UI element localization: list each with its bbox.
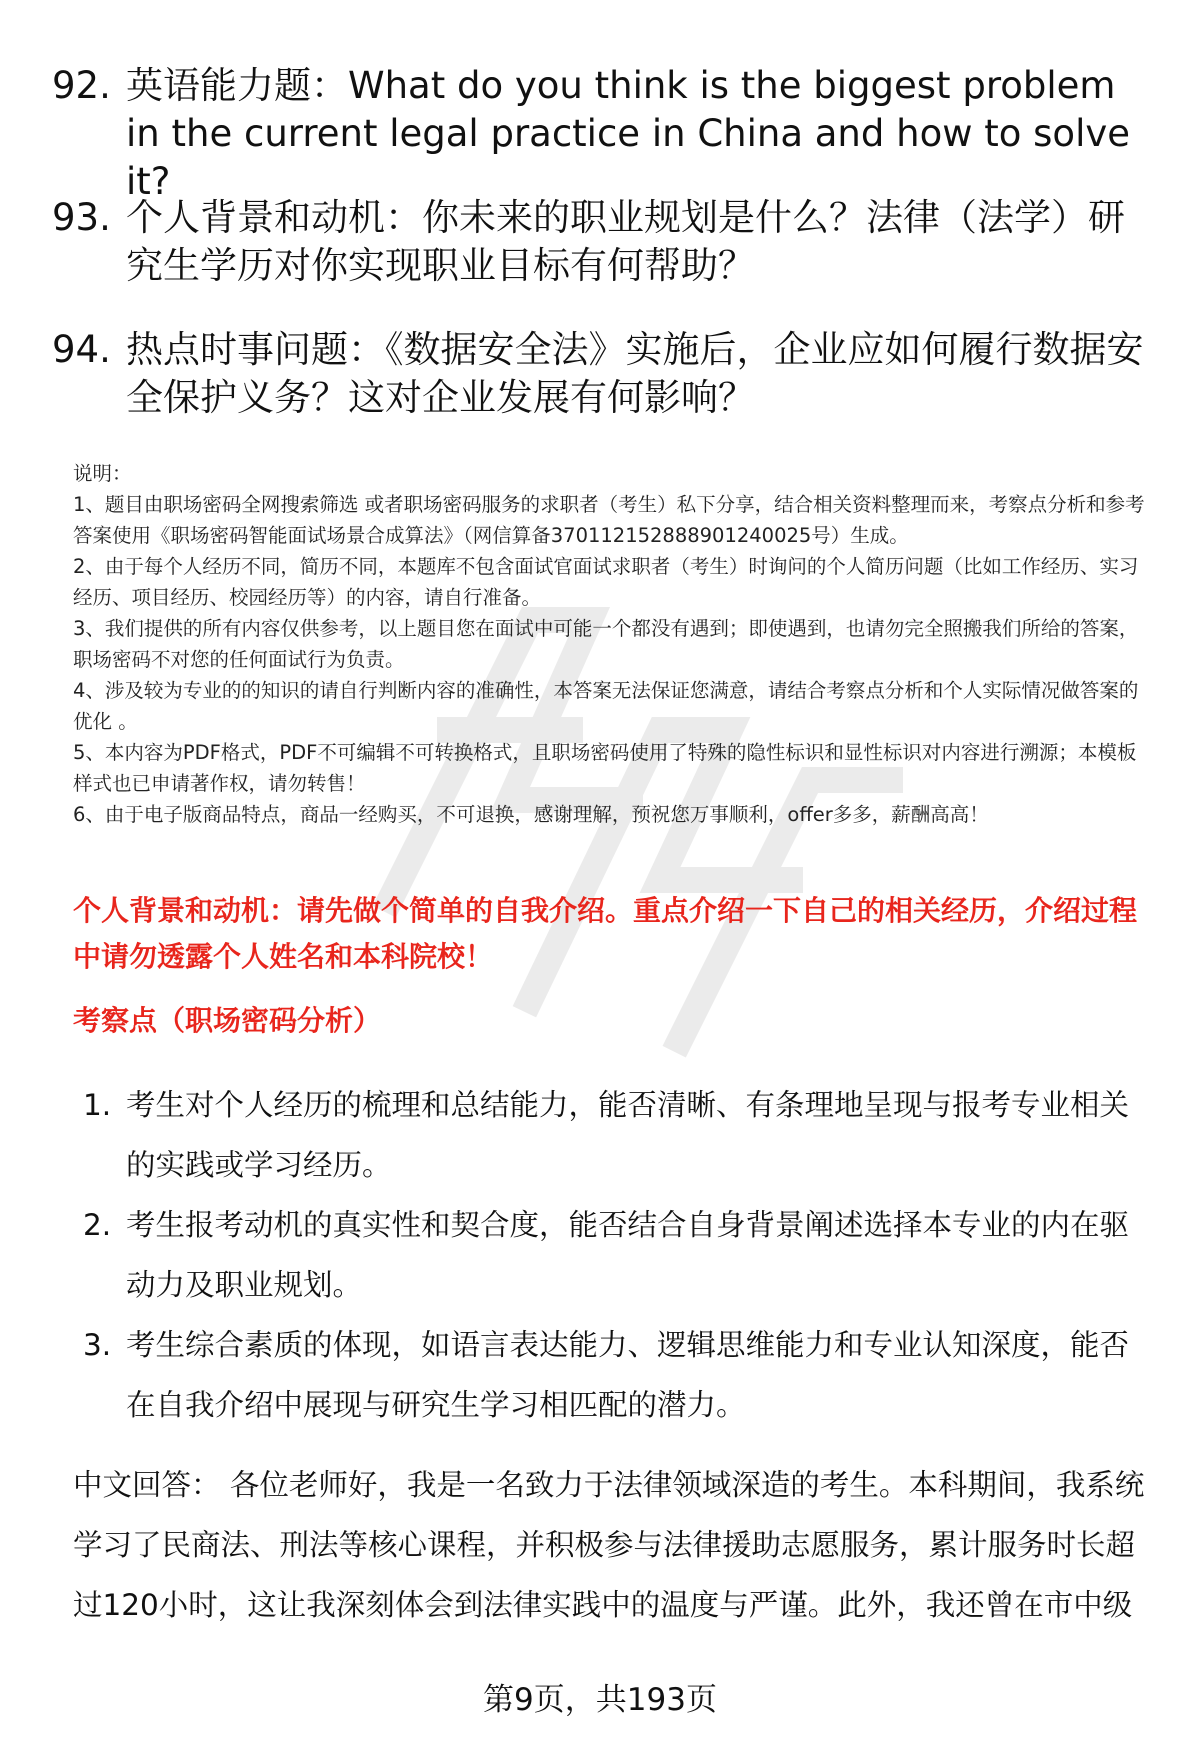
list-item <box>83 1195 1143 1315</box>
list-number: 1. <box>83 1088 112 1122</box>
list-text: 考生报考动机的真实性和契合度，能否结合自身背景阐述选择本专业的内在驱动力及职业规划。 <box>126 1208 1130 1302</box>
question-text: 热点时事问题：《数据安全法》实施后，企业应如何履行数据安全保护义务？这对企业发展有何影响？ <box>126 328 1144 419</box>
list-number: 3. <box>83 1328 112 1362</box>
question-text: 英语能力题：What do you think is the biggest problem in the current legal practice in China and how to solve it? <box>126 64 1131 203</box>
note-item: 3、我们提供的所有内容仅供参考，以上题目您在面试中可能一个都没有遇到；即使遇到，也请勿完全照搬我们所给的答案，职场密码不对您的任何面试行为负责。 <box>73 617 1139 671</box>
disclaimer-notes <box>73 458 1153 830</box>
notes-heading: 说明： <box>73 462 132 485</box>
section-title: 个人背景和动机：请先做个简单的自我介绍。重点介绍一下自己的相关经历，介绍过程中请勿透露个人姓名和本科院校！ <box>73 894 1138 973</box>
question-number: 93. <box>52 196 111 239</box>
evaluation-points <box>83 1075 1143 1435</box>
list-item <box>83 1315 1143 1435</box>
note-item: 6、由于电子版商品特点，商品一经购买，不可退换，感谢理解，预祝您万事顺利，offer多多，薪酬高高！ <box>73 803 989 826</box>
note-item: 2、由于每个人经历不同，简历不同，本题库不包含面试官面试求职者（考生）时询问的个人简历问题（比如工作经历、实习经历、项目经历、校园经历等）的内容，请自行准备。 <box>73 555 1139 609</box>
note-item: 1、题目由职场密码全网搜索筛选 或者职场密码服务的求职者（考生）私下分享，结合相关资料整理而来，考察点分析和参考答案使用《职场密码智能面试场景合成算法》（网信算备370112152888901240025号）生成。 <box>73 493 1145 547</box>
question-number: 94. <box>52 328 111 371</box>
page-number: 第9页，共193页 <box>483 1682 717 1718</box>
note-item: 4、涉及较为专业的的知识的请自行判断内容的准确性，本答案无法保证您满意，请结合考察点分析和个人实际情况做答案的优化 。 <box>73 679 1139 733</box>
question-number: 92. <box>52 64 111 107</box>
question-text: 个人背景和动机：你未来的职业规划是什么？法律（法学）研究生学历对你实现职业目标有何帮助？ <box>126 196 1125 287</box>
section-subtitle: 考察点（职场密码分析） <box>73 1004 382 1037</box>
note-item: 5、本内容为PDF格式，PDF不可编辑不可转换格式，且职场密码使用了特殊的隐性标识和显性标识对内容进行溯源；本模板样式也已申请著作权，请勿转售！ <box>73 741 1137 795</box>
list-text: 考生综合素质的体现，如语言表达能力、逻辑思维能力和专业认知深度，能否在自我介绍中展现与研究生学习相匹配的潜力。 <box>126 1328 1130 1422</box>
list-number: 2. <box>83 1208 112 1242</box>
list-text: 考生对个人经历的梳理和总结能力，能否清晰、有条理地呈现与报考专业相关的实践或学习经历。 <box>126 1088 1130 1182</box>
list-item <box>83 1075 1143 1195</box>
answer-paragraph: 中文回答： 各位老师好，我是一名致力于法律领域深造的考生。本科期间，我系统学习了民商法、刑法等核心课程，并积极参与法律援助志愿服务，累计服务时长超过120小时，这让我深刻体会到法律实践中的温度与严谨。此外，我还曾在市中级 <box>73 1468 1145 1622</box>
